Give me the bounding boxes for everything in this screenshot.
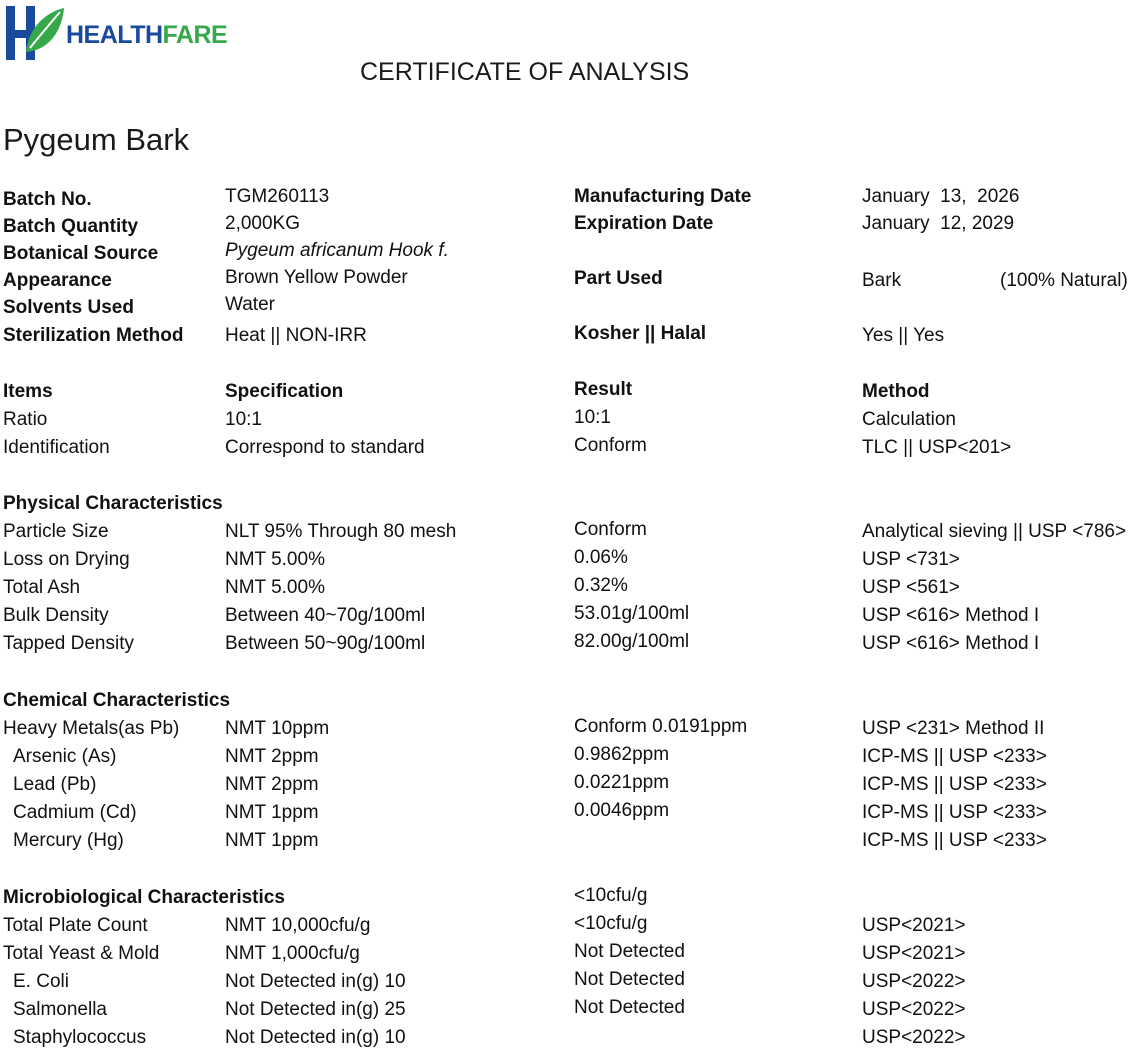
specification-cell: Not Detected in(g) 10 [225,971,406,992]
result-cell: 82.00g/100ml [574,631,690,652]
item-cell: Bulk Density [3,605,109,626]
header-result: Result [574,379,633,400]
item-cell: Ratio [3,409,48,430]
method-cell: USP<2021> [862,943,966,964]
sterilization-method-label: Sterilization Method [3,325,184,346]
specification-cell: 10:1 [225,409,262,430]
header-method: Method [862,381,930,402]
method-cell: ICP-MS || USP <233> [862,802,1047,823]
result-cell: Conform [574,519,647,540]
result-cell: Conform 0.0191ppm [574,716,748,737]
method-cell: USP<2022> [862,971,966,992]
specification-cell: Between 40~70g/100ml [225,605,426,626]
result-cell: Not Detected [574,969,685,990]
section-heading: Microbiological Characteristics [3,887,285,908]
batch-quantity-label: Batch Quantity [3,216,139,237]
item-cell: Identification [3,437,110,458]
result-cell: 10:1 [574,407,611,428]
part-used-value: Bark [862,270,902,291]
specification-cell: NLT 95% Through 80 mesh [225,521,457,542]
item-cell: Salmonella [13,999,107,1020]
header-specification: Specification [225,381,344,402]
appearance-value: Brown Yellow Powder [225,267,408,288]
healthfare-logo-icon [4,4,64,62]
method-cell: Calculation [862,409,956,430]
solvents-used-value: Water [225,294,275,315]
specification-cell: NMT 10ppm [225,718,330,739]
item-cell: Staphylococcus [13,1027,147,1048]
method-cell: TLC || USP<201> [862,437,1012,458]
kosher-halal-label: Kosher || Halal [574,323,707,344]
specification-cell: NMT 5.00% [225,577,325,598]
expiration-date-label: Expiration Date [574,213,714,234]
section-heading: Physical Characteristics [3,493,223,514]
item-cell: Cadmium (Cd) [13,802,137,823]
batch-no-label: Batch No. [3,189,92,210]
method-cell: USP <231> Method II [862,718,1045,739]
item-cell: Total Yeast & Mold [3,943,160,964]
method-cell: USP<2022> [862,1027,966,1048]
specification-cell: Between 50~90g/100ml [225,633,426,654]
result-cell: 0.0221ppm [574,772,670,793]
method-cell: USP<2021> [862,915,966,936]
specification-cell: NMT 5.00% [225,549,325,570]
method-cell: ICP-MS || USP <233> [862,830,1047,851]
specification-cell: Not Detected in(g) 25 [225,999,406,1020]
appearance-label: Appearance [3,270,112,291]
brand-name [66,21,227,50]
batch-no-value: TGM260113 [225,186,330,207]
method-cell: USP <616> Method I [862,605,1040,626]
item-cell: Heavy Metals(as Pb) [3,718,180,739]
result-cell: <10cfu/g [574,913,648,934]
item-cell: Total Plate Count [3,915,148,936]
item-cell: Loss on Drying [3,549,130,570]
solvents-used-label: Solvents Used [3,297,134,318]
specification-cell: NMT 10,000cfu/g [225,915,371,936]
result-cell: 53.01g/100ml [574,603,690,624]
document-title: CERTIFICATE OF ANALYSIS [360,58,690,86]
company-logo [4,4,228,62]
result-cell: Not Detected [574,997,685,1018]
manufacturing-date-label: Manufacturing Date [574,186,752,207]
specification-cell: NMT 1ppm [225,802,319,823]
batch-quantity-value: 2,000KG [225,213,300,234]
method-cell: USP <561> [862,577,960,598]
specification-cell: NMT 2ppm [225,774,319,795]
method-cell: Analytical sieving || USP <786> [862,521,1127,542]
specification-cell: NMT 2ppm [225,746,319,767]
brand-name-fare: FARE [162,21,228,49]
result-cell: 0.06% [574,547,628,568]
specification-cell: NMT 1ppm [225,830,319,851]
method-cell: ICP-MS || USP <233> [862,746,1047,767]
specification-cell: Correspond to standard [225,437,425,458]
item-cell: Lead (Pb) [13,774,97,795]
result-cell: <10cfu/g [574,885,648,906]
item-cell: Arsenic (As) [13,746,117,767]
item-cell: Total Ash [3,577,81,598]
botanical-source-value: Pygeum africanum Hook f. [225,240,449,261]
brand-name-health: HEALTH [66,21,163,49]
result-cell: Conform [574,435,647,456]
part-used-note: (100% Natural) [1000,270,1128,291]
method-cell: USP <731> [862,549,960,570]
method-cell: ICP-MS || USP <233> [862,774,1047,795]
expiration-date-value: January 12, 2029 [862,213,1015,234]
item-cell: Tapped Density [3,633,134,654]
method-cell: USP <616> Method I [862,633,1040,654]
sterilization-method-value: Heat || NON-IRR [225,325,367,346]
specification-cell: Not Detected in(g) 10 [225,1027,406,1048]
item-cell: E. Coli [13,971,69,992]
header-items: Items [3,381,53,402]
manufacturing-date-value: January 13, 2026 [862,186,1020,207]
botanical-source-label: Botanical Source [3,243,159,264]
result-cell: 0.9862ppm [574,744,670,765]
method-cell: USP<2022> [862,999,966,1020]
kosher-halal-value: Yes || Yes [862,325,945,346]
part-used-label: Part Used [574,268,663,289]
product-name: Pygeum Bark [3,122,190,157]
section-heading: Chemical Characteristics [3,690,231,711]
result-cell: 0.32% [574,575,628,596]
item-cell: Particle Size [3,521,109,542]
specification-cell: NMT 1,000cfu/g [225,943,360,964]
result-cell: Not Detected [574,941,685,962]
result-cell: 0.0046ppm [574,800,670,821]
item-cell: Mercury (Hg) [13,830,124,851]
